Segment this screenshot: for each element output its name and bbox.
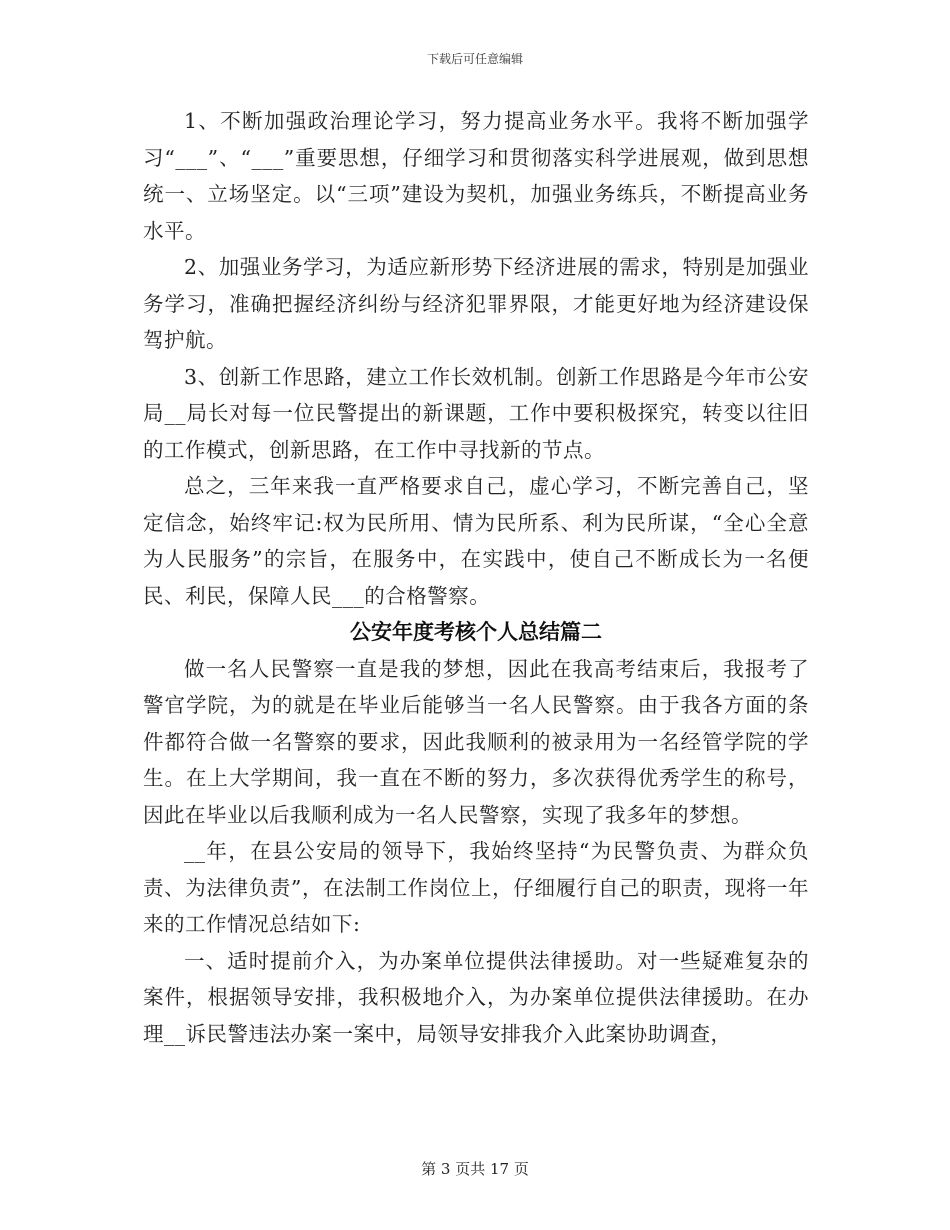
paragraph-6: __年，在县公安局的领导下，我始终坚持“为民警负责、为群众负责、为法律负责”，在法制工作岗位上，仔细履行自己的职责，现将一年来的工作情况总结如下: <box>143 839 809 936</box>
paragraph-4: 总之，三年来我一直严格要求自己，虚心学习，不断完善自己，坚定信念，始终牢记:权为民所用、情为民所系、利为民所谋，“全心全意为人民服务”的宗旨，在服务中，在实践中，使自己不断成长为一名便民、利民，保障人民___的合格警察。 <box>143 474 809 608</box>
document-body <box>143 103 809 1052</box>
paragraph-3: 3、创新工作思路，建立工作长效机制。创新工作思路是今年市公安局__局长对每一位民警提出的新课题，工作中要积极探究，转变以往旧的工作模式，创新思路，在工作中寻找新的节点。 <box>143 364 809 462</box>
section-title: 公安年度考核个人总结篇二 <box>350 619 602 644</box>
paragraph-5: 做一名人民警察一直是我的梦想，因此在我高考结束后，我报考了警官学院，为的就是在毕业后能够当一名人民警察。由于我各方面的条件都符合做一名警察的要求，因此我顺利的被录用为一名经管学院的学生。在上大学期间，我一直在不断的努力，多次获得优秀学生的称号，因此在毕业以后我顺利成为一名人民警察，实现了我多年的梦想。 <box>143 656 809 827</box>
page-footer: 第 3 页共 17 页 <box>421 1160 529 1178</box>
paragraph-2: 2、加强业务学习，为适应新形势下经济进展的需求，特别是加强业务学习，准确把握经济纠纷与经济犯罪界限，才能更好地为经济建设保驾护航。 <box>143 255 809 352</box>
paragraph-1: 1、不断加强政治理论学习，努力提高业务水平。我将不断加强学习“___”、“___”重要思想，仔细学习和贯彻落实科学进展观，做到思想统一、立场坚定。以“三项”建设为契机，加强业务练兵，不断提高业务水平。 <box>143 109 809 243</box>
page-header: 下载后可任意编辑 <box>426 52 523 66</box>
paragraph-7: 一、适时提前介入，为办案单位提供法律援助。对一些疑难复杂的案件，根据领导安排，我积极地介入，为办案单位提供法律援助。在办理__诉民警违法办案一案中，局领导安排我介入此案协助调查， <box>143 948 809 1046</box>
